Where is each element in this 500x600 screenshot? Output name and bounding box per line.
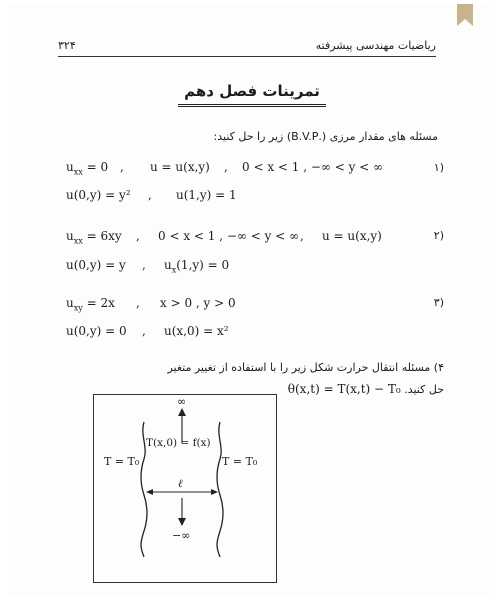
problem-3-pde — [66, 296, 115, 312]
width-label: ℓ — [178, 477, 183, 490]
problem-1-pde-text: $u_{xx} = 0$ — [66, 160, 109, 177]
problem-4-line1: ۴) مسئله انتقال حرارت شکل زیر را با استفاده از تغییر متغیر — [167, 361, 444, 374]
problem-3-number: ۳) — [433, 296, 444, 309]
problem-3-bc2-text: u(x,0) = x² — [164, 324, 229, 338]
problem-1-solution: u = u(x,y) — [150, 160, 210, 174]
figure-drawing — [94, 395, 276, 582]
heat-transfer-figure — [93, 394, 277, 583]
problem-3-comma: , — [136, 296, 140, 310]
problem-2-comma2: , — [300, 229, 304, 243]
bookmark-icon[interactable] — [457, 4, 473, 26]
running-header — [58, 36, 436, 57]
problem-2-comma3: , — [142, 258, 146, 272]
problem-3-bc1: u(0,y) = 0 — [66, 324, 127, 338]
problem-3-pde-text: $u_{xy} = 2x$ — [66, 296, 115, 313]
problem-2-comma: , — [136, 229, 140, 243]
problem-3-domain: x > 0 , y > 0 — [160, 296, 236, 310]
problem-3-comma2: , — [142, 324, 146, 338]
problem-4-formula: θ(x,t) = T(x,t) − T₀ — [287, 382, 401, 396]
right-boundary-label: T = T₀ — [222, 455, 258, 468]
problem-1-comma2: , — [224, 160, 228, 174]
problem-4-statement — [60, 361, 444, 374]
bottom-infinity-label: −∞ — [172, 529, 191, 542]
problem-1-domain: 0 < x < 1 , −∞ < y < ∞ — [242, 160, 384, 174]
running-title: ریاضیات مهندسی پیشرفته — [315, 39, 436, 52]
top-infinity-label: ∞ — [177, 395, 187, 408]
chapter-title: تمرینات فصل دهم — [178, 78, 326, 107]
problem-2-number: ۲) — [433, 229, 444, 242]
problem-2-pde-text: $u_{xx} = 6xy$ — [66, 229, 122, 246]
problem-2-bc2 — [164, 258, 229, 274]
problem-1-bc2: u(1,y) = 1 — [176, 188, 237, 202]
page-number: ۳۲۴ — [58, 39, 76, 52]
initial-condition-label: T(x,0) = f(x) — [146, 437, 211, 449]
problem-2-bc1: u(0,y) = y — [66, 258, 126, 272]
problem-1-pde — [66, 160, 108, 176]
exercise-intro: مسئله های مقدار مرزی (.B.V.P) زیر را حل کنید: — [213, 130, 438, 143]
problem-1-comma: , — [120, 160, 124, 174]
problem-1-bc1-text: u(0,y) = y² — [66, 188, 131, 202]
problem-1-comma3: , — [148, 188, 152, 202]
problem-2-bc2-text: $u_x(1,y) = 0$ — [164, 258, 230, 275]
problem-2-solution: u = u(x,y) — [322, 229, 382, 243]
problem-2-domain: 0 < x < 1 , −∞ < y < ∞ — [158, 229, 300, 243]
problem-3-bc2 — [164, 324, 229, 338]
problem-1-number: ۱) — [433, 161, 444, 174]
problem-4-line2-text: حل کنید. — [404, 383, 444, 396]
left-boundary-label: T = T₀ — [104, 455, 140, 468]
problem-1-bc1 — [66, 188, 131, 202]
problem-2-pde — [66, 229, 122, 245]
